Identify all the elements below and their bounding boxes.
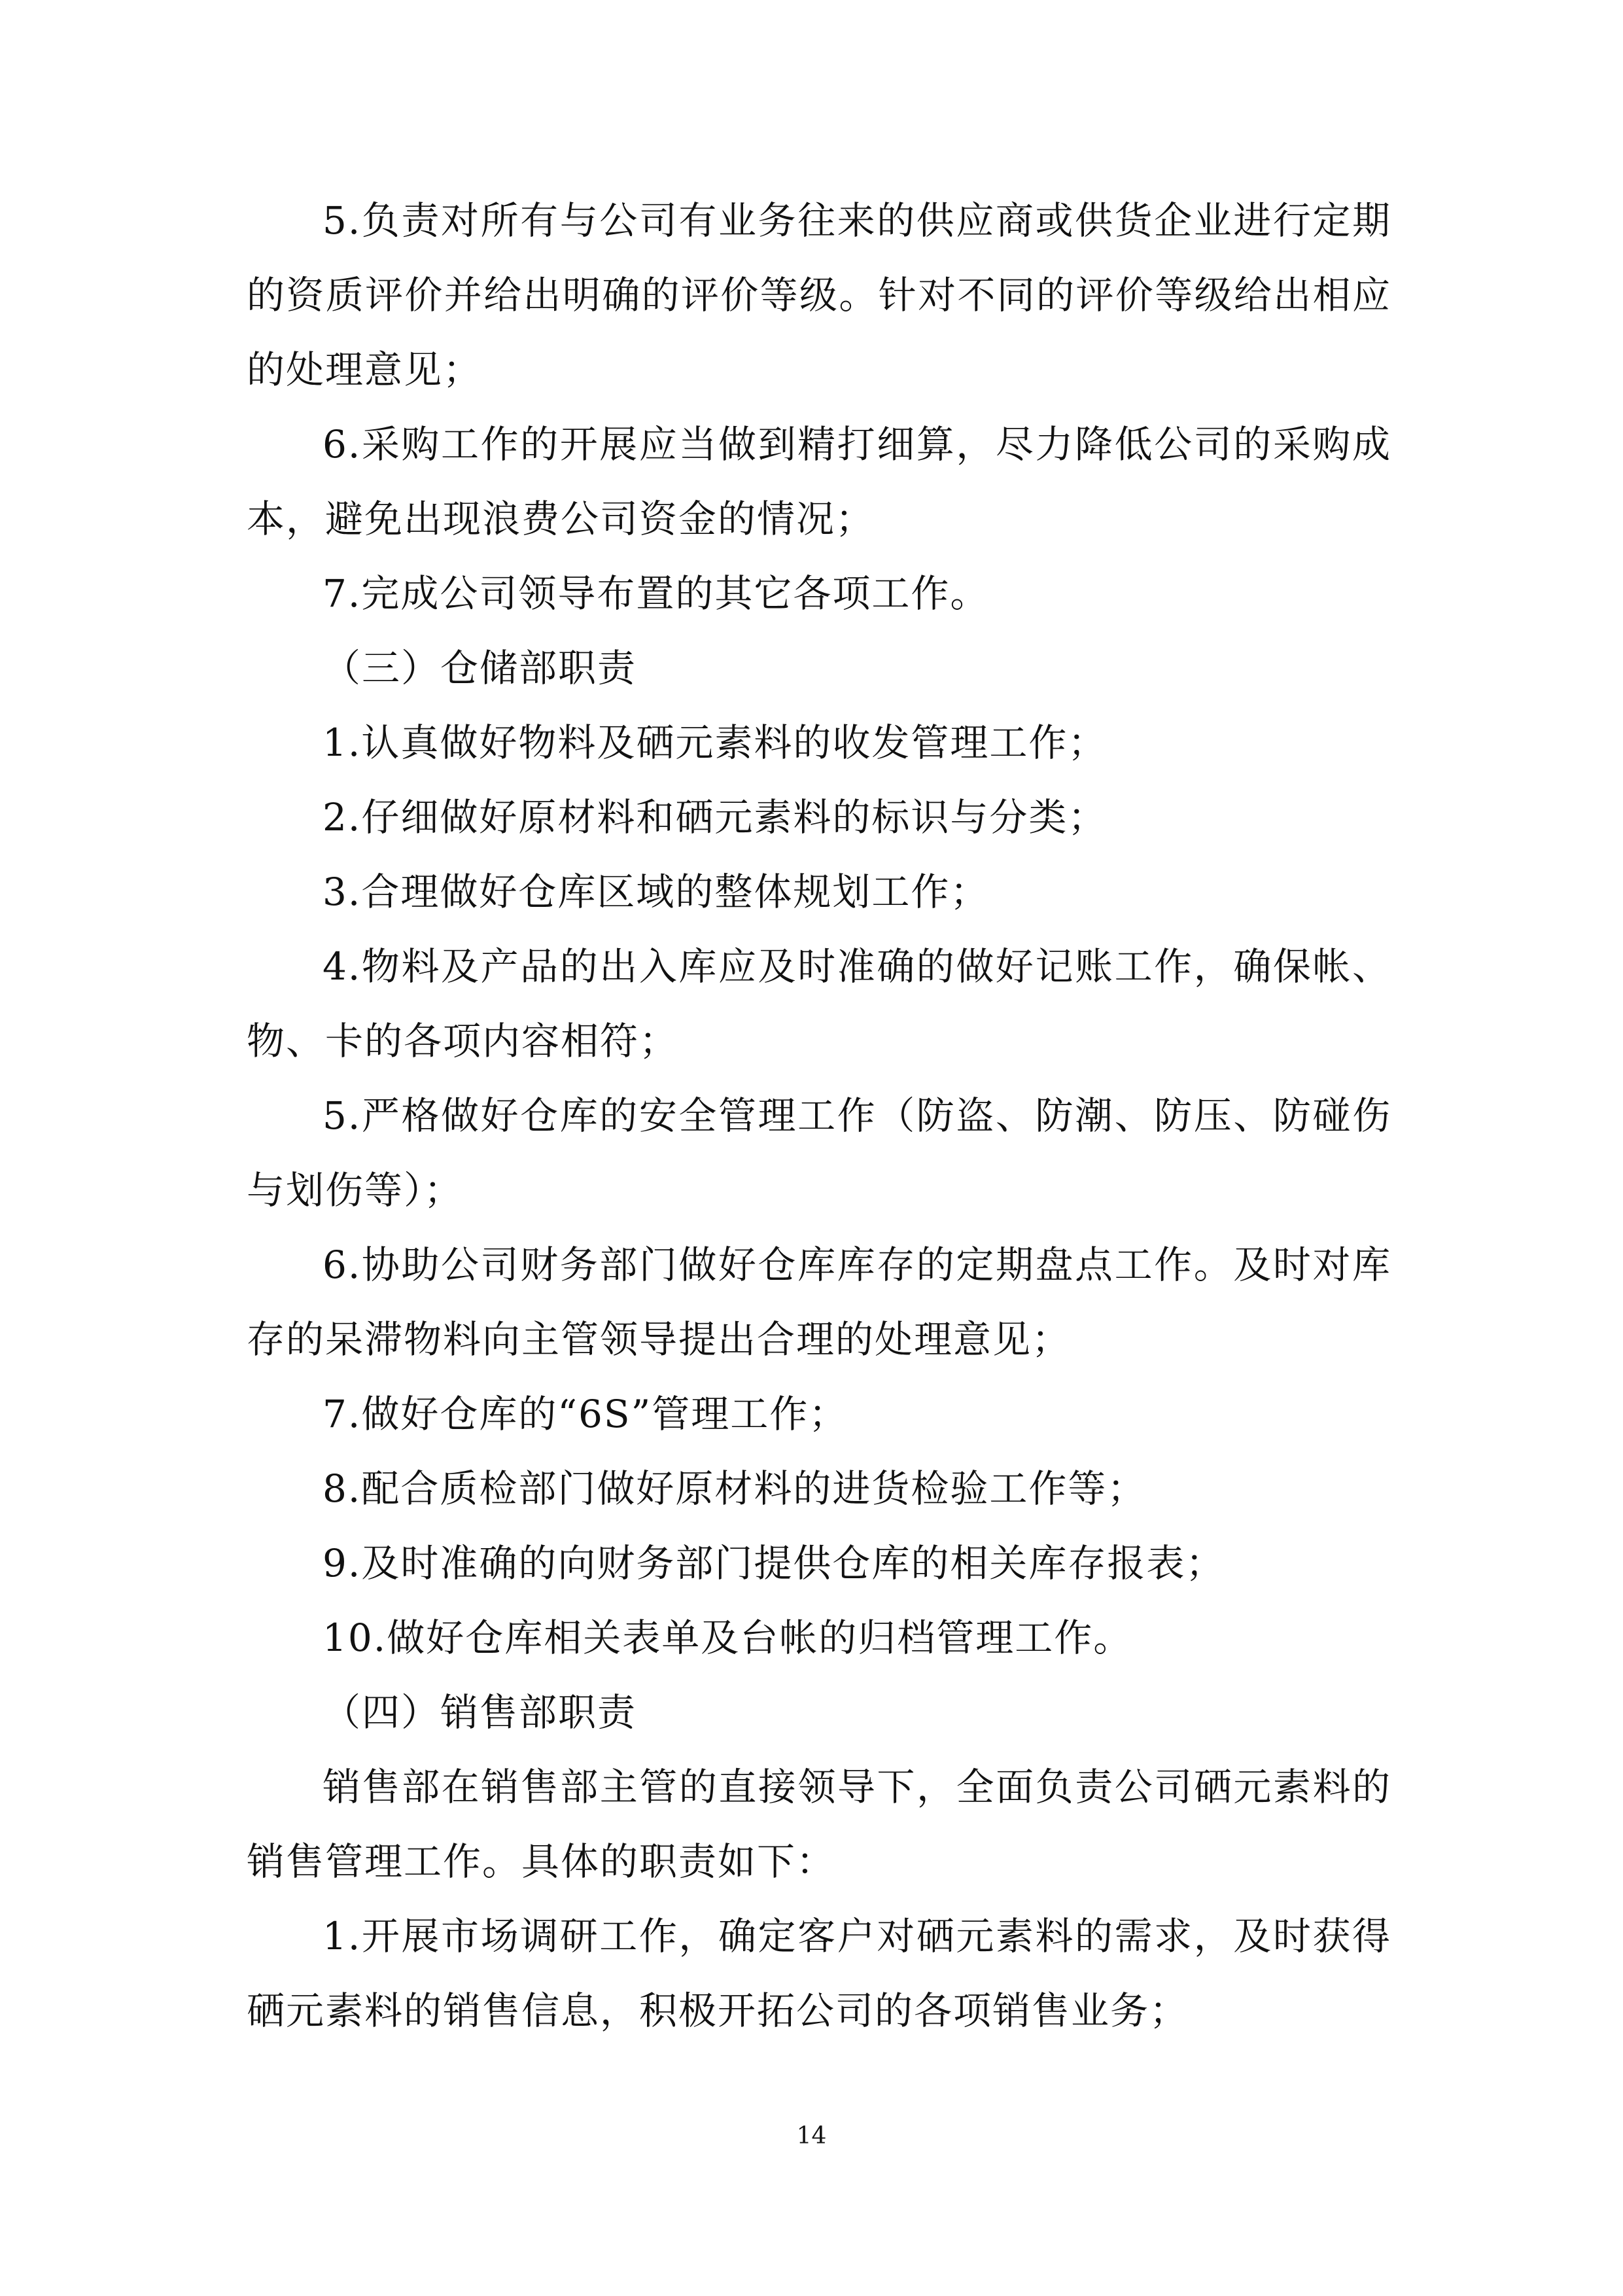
page-number: 14 [796, 2123, 827, 2149]
warehouse-item-7: 7.做好仓库的“6S”管理工作； [323, 1392, 848, 1436]
warehouse-item-3: 3.合理做好仓库区域的整体规划工作； [323, 870, 990, 914]
document-body [247, 183, 1391, 2048]
sales-intro: 销售部在销售部主管的直接领导下，全面负责公司硒元素料的销售管理工作。具体的职责如下： [247, 1765, 1391, 1884]
warehouse-item-2: 2.仔细做好原材料和硒元素料的标识与分类； [323, 795, 1108, 839]
procurement-item-5: 5.负责对所有与公司有业务往来的供应商或供货企业进行定期的资质评价并给出明确的评价等级。针对不同的评价等级给出相应的处理意见； [247, 198, 1391, 392]
procurement-item-6: 6.采购工作的开展应当做到精打细算，尽力降低公司的采购成本，避免出现浪费公司资金的情况； [247, 422, 1391, 541]
warehouse-item-8: 8.配合质检部门做好原材料的进货检验工作等； [323, 1466, 1147, 1511]
sales-section-heading: （四）销售部职责 [323, 1690, 637, 1735]
warehouse-item-5: 5.严格做好仓库的安全管理工作（防盗、防潮、防压、防碰伤与划伤等）； [247, 1093, 1391, 1212]
warehouse-item-10: 10.做好仓库相关表单及台帐的归档管理工作。 [323, 1616, 1133, 1660]
warehouse-item-6: 6.协助公司财务部门做好仓库库存的定期盘点工作。及时对库存的呆滞物料向主管领导提出合理的处理意见； [247, 1243, 1391, 1362]
sales-item-1: 1.开展市场调研工作，确定客户对硒元素料的需求，及时获得硒元素料的销售信息，积极开拓公司的各项销售业务； [247, 1914, 1391, 2033]
warehouse-item-9: 9.及时准确的向财务部门提供仓库的相关库存报表； [323, 1541, 1225, 1585]
warehouse-item-4: 4.物料及产品的出入库应及时准确的做好记账工作，确保帐、物、卡的各项内容相符； [247, 944, 1391, 1063]
procurement-item-7: 7.完成公司领导布置的其它各项工作。 [323, 571, 990, 616]
warehouse-section-heading: （三）仓储部职责 [323, 646, 637, 690]
warehouse-item-1: 1.认真做好物料及硒元素料的收发管理工作； [323, 720, 1108, 765]
